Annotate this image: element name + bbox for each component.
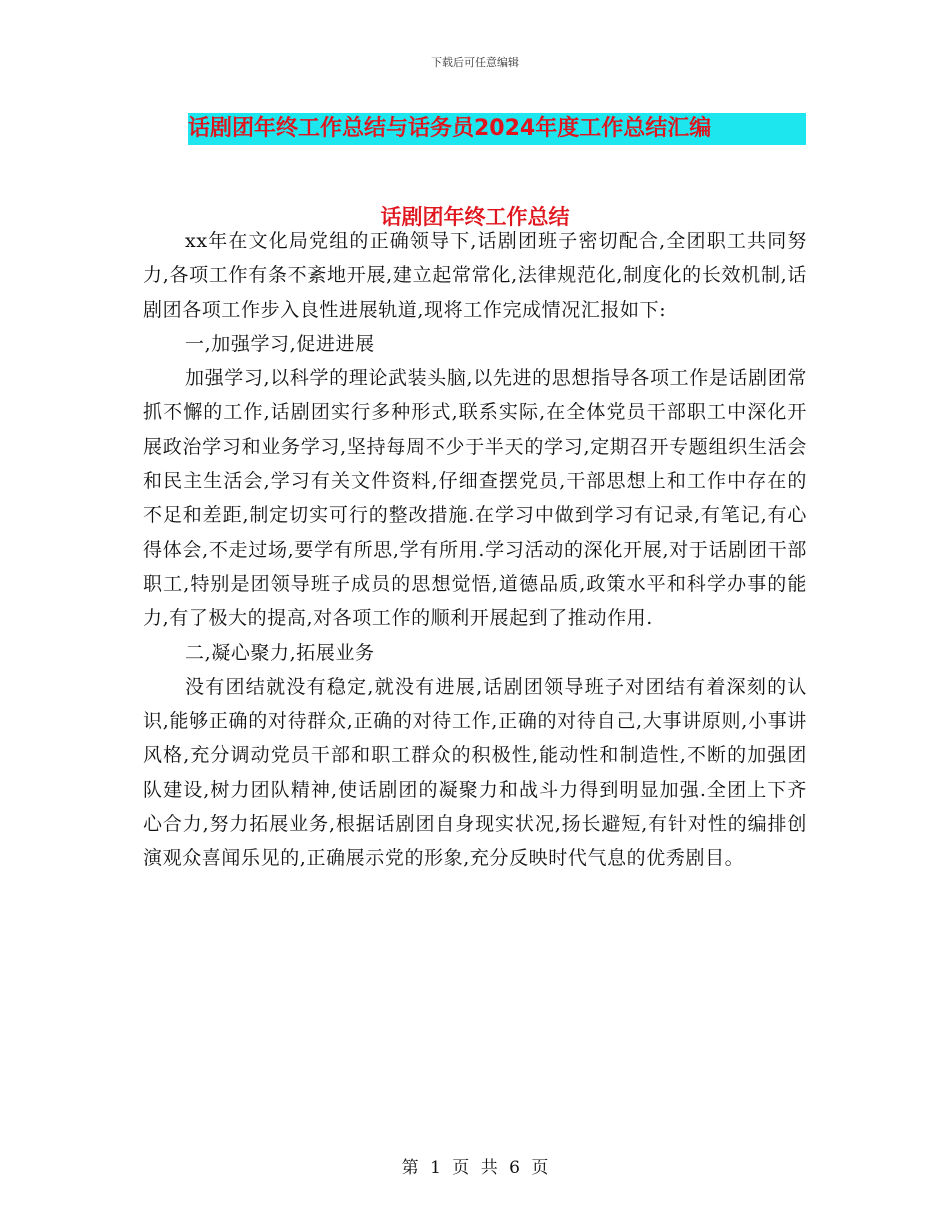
document-main-title: 话剧团年终工作总结与话务员2024年度工作总结汇编 [188,113,806,145]
paragraph-study: 加强学习,以科学的理论武装头脑,以先进的思想指导各项工作是话剧团常抓不懈的工作,话剧团实行多种形式,联系实际,在全体党员干部职工中深化开展政治学习和业务学习,坚持每周不少于半天的学习,定期召开专题组织生活会和民主生活会,学习有关文件资料,仔细查摆党员,干部思想上和工作中存在的不足和差距,制定切实可行的整改措施.在学习中做到学习有记录,有笔记,有心得体会,不走过场,要学有所思,学有所用.学习活动的深化开展,对于话剧团干部职工,特别是团领导班子成员的思想觉悟,道德品质,政策水平和科学办事的能力,有了极大的提高,对各项工作的顺利开展起到了推动作用. [143,367,807,630]
heading-study: 一,加强学习,促进进展 [185,332,375,355]
paragraph-unity: 没有团结就没有稳定,就没有进展,话剧团领导班子对团结有着深刻的认识,能够正确的对待群众,正确的对待工作,正确的对待自己,大事讲原则,小事讲风格,充分调动党员干部和职工群众的积极性,能动性和制造性,不断的加强团队建设,树力团队精神,使话剧团的凝聚力和战斗力得到明显加强.全团上下齐心合力,努力拓展业务,根据话剧团自身现实状况,扬长避短,有针对性的编排创演观众喜闻乐见的,正确展示党的形象,充分反映时代气息的优秀剧目。 [143,675,807,870]
section-title: 话剧团年终工作总结 [380,205,570,229]
download-note: 下载后可任意编辑 [431,56,519,69]
page-number: 第 1 页 共 6 页 [401,1158,549,1178]
document-body [143,224,807,876]
heading-unity: 二,凝心聚力,拓展业务 [185,641,375,664]
paragraph-intro: xx年在文化局党组的正确领导下,话剧团班子密切配合,全团职工共同努力,各项工作有条不紊地开展,建立起常常化,法律规范化,制度化的长效机制,话剧团各项工作步入良性进展轨道,现将工作完成情况汇报如下: [143,230,807,321]
